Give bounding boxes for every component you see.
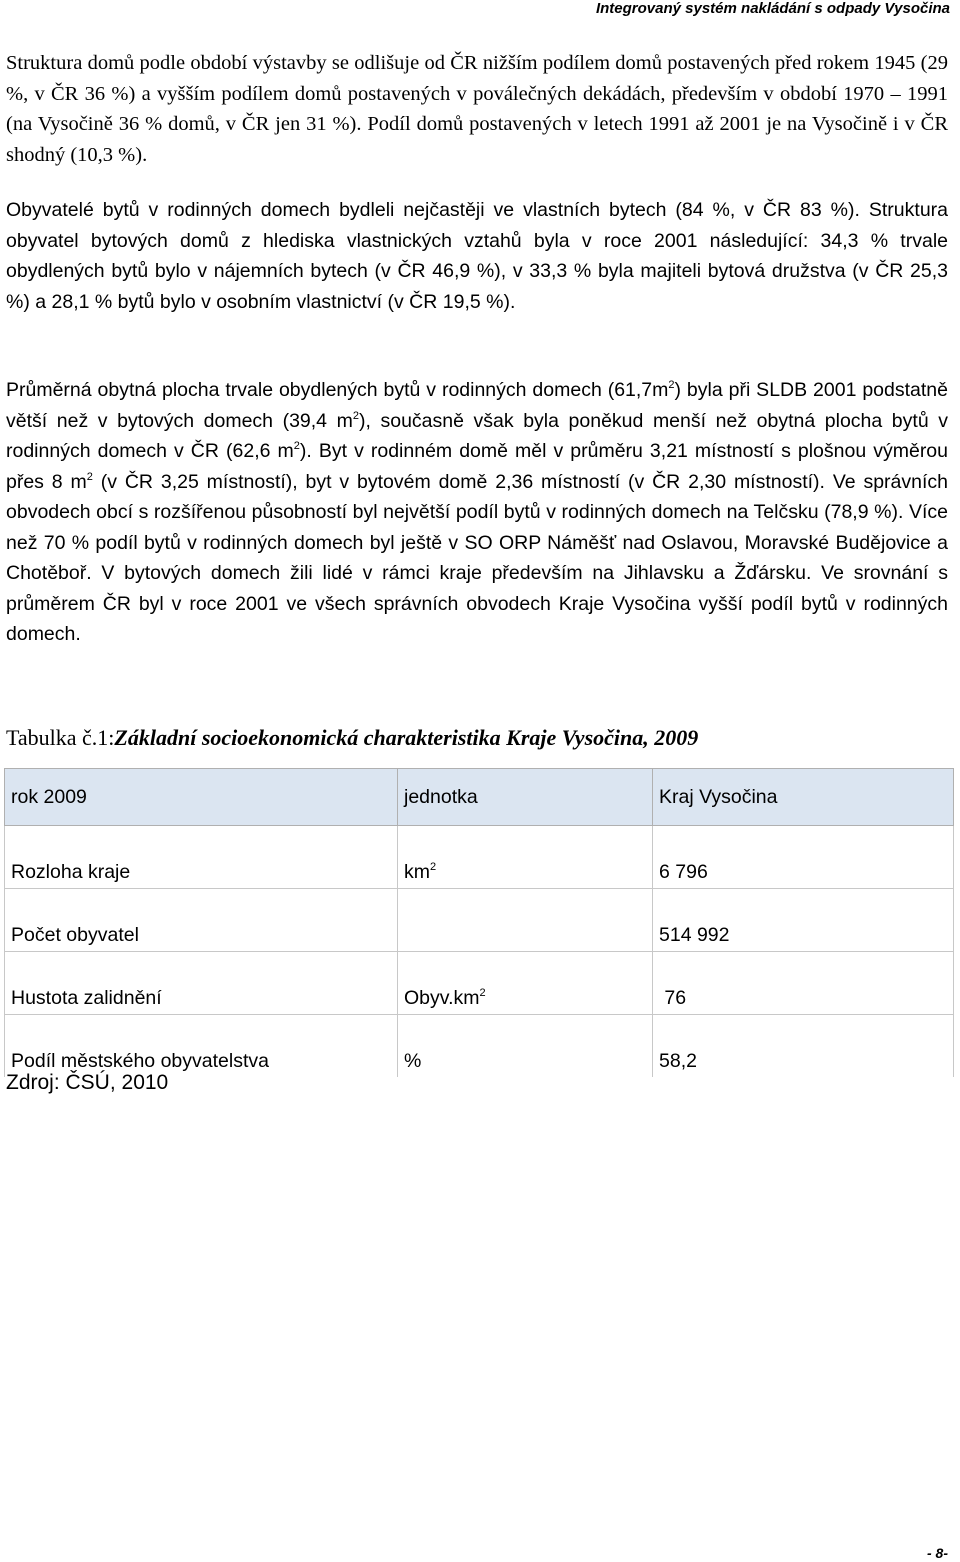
p3-text-b: ) byla při SLDB 2001 podstatně větší než v bytových domech (39,4 m	[6, 379, 948, 432]
table-row	[5, 889, 954, 952]
row-unit	[398, 1015, 653, 1078]
header-cell-region: Kraj Vysočina	[653, 769, 954, 826]
p3-text-e: (v ČR 3,25 místností), byt v bytovém domě 2,36 místností (v ČR 2,30 místností). Ve správních obvodech obcí s rozšířenou působností byl největší podíl bytů v rodinných domech na Telčsku (78,9 %). Více než 70 % podíl bytů v rodinných domech byl ještě v SO ORP Náměšť nad Oslavou, Moravské Budějovice a Chotěboř. V bytových domech žili lidé v rámci kraje především na Jihlavsku a Žďársku. Ve srovnání s průměrem ČR byl v roce 2001 ve všech správních obvodech Kraje Vysočina vyšší podíl bytů v rodinných domech.	[6, 470, 948, 645]
table-row	[5, 826, 954, 889]
row-unit	[398, 889, 653, 952]
p3-text-a: Průměrná obytná plocha trvale obydlených bytů v rodinných domech (61,7m	[6, 379, 669, 401]
row-value: 58,2	[653, 1015, 954, 1078]
row-value: 514 992	[653, 889, 954, 952]
row-unit-sup: 2	[430, 861, 437, 873]
paragraph-ownership: Obyvatelé bytů v rodinných domech bydleli nejčastěji ve vlastních bytech (84 %, v ČR 83 %). Struktura obyvatel bytových domů z hlediska vlastnických vztahů byla v roce 2001 následující: 34,3 % trvale obydlených bytů bylo v nájemních bytech (v ČR 46,9 %), v 33,3 % byla majiteli bytová družstva (v ČR 25,3 %) a 28,1 % bytů bylo v osobním vlastnictví (v ČR 19,5 %).	[6, 199, 948, 313]
table-row	[5, 1015, 954, 1078]
row-unit-text: km	[404, 861, 430, 883]
p3-sup-3: 2	[293, 440, 300, 452]
row-unit	[398, 826, 653, 889]
row-label: Rozloha kraje	[5, 826, 398, 889]
header-cell-unit: jednotka	[398, 769, 653, 826]
row-unit-text: Obyv.km	[404, 987, 480, 1009]
row-unit-sup: 2	[479, 987, 486, 999]
p3-text-c: ), současně však byla poněkud menší než obytná plocha bytů v rodinných domech v ČR (62,6 m	[6, 409, 948, 462]
table-header-row	[5, 769, 954, 826]
paragraph-building-age: Struktura domů podle období výstavby se odlišuje od ČR nižším podílem domů postavených před rokem 1945 (29 %, v ČR 36 %) a vyšším podílem domů postavených v poválečných dekádách, především v období 1970 – 1991 (na Vysočině 36 % domů, v ČR jen 31 %). Podíl domů postavených v letech 1991 až 2001 je na Vysočině i v ČR shodný (10,3 %).	[6, 52, 948, 166]
paragraph-living-area	[6, 375, 948, 650]
row-label: Počet obyvatel	[5, 889, 398, 952]
row-label: Podíl městského obyvatelstva	[5, 1015, 398, 1078]
row-unit-text: %	[404, 1050, 422, 1072]
p3-sup-1: 2	[668, 379, 675, 391]
page-number: - 8-	[927, 1545, 948, 1561]
p3-sup-4: 2	[86, 470, 93, 483]
table-caption-title: Základní socioekonomická charakteristika Kraje Vysočina, 2009	[114, 725, 699, 750]
row-label: Hustota zalidnění	[5, 952, 398, 1015]
table-source: Zdroj: ČSÚ, 2010	[6, 1071, 169, 1094]
header-cell-year: rok 2009	[5, 769, 398, 826]
row-value: 6 796	[653, 826, 954, 889]
table-row	[5, 952, 954, 1015]
table-caption-label: Tabulka č.1:	[6, 725, 115, 750]
socioeconomic-table	[4, 768, 954, 1077]
row-unit	[398, 952, 653, 1015]
p3-text-d: ). Byt v rodinném domě měl v průměru 3,21 místností s plošnou výměrou přes 8 m	[6, 440, 949, 493]
running-header-title: Integrovaný systém nakládání s odpady Vysočina	[595, 0, 950, 17]
table-caption	[6, 725, 698, 751]
p3-sup-2: 2	[352, 409, 359, 422]
row-value: 76	[653, 952, 954, 1015]
